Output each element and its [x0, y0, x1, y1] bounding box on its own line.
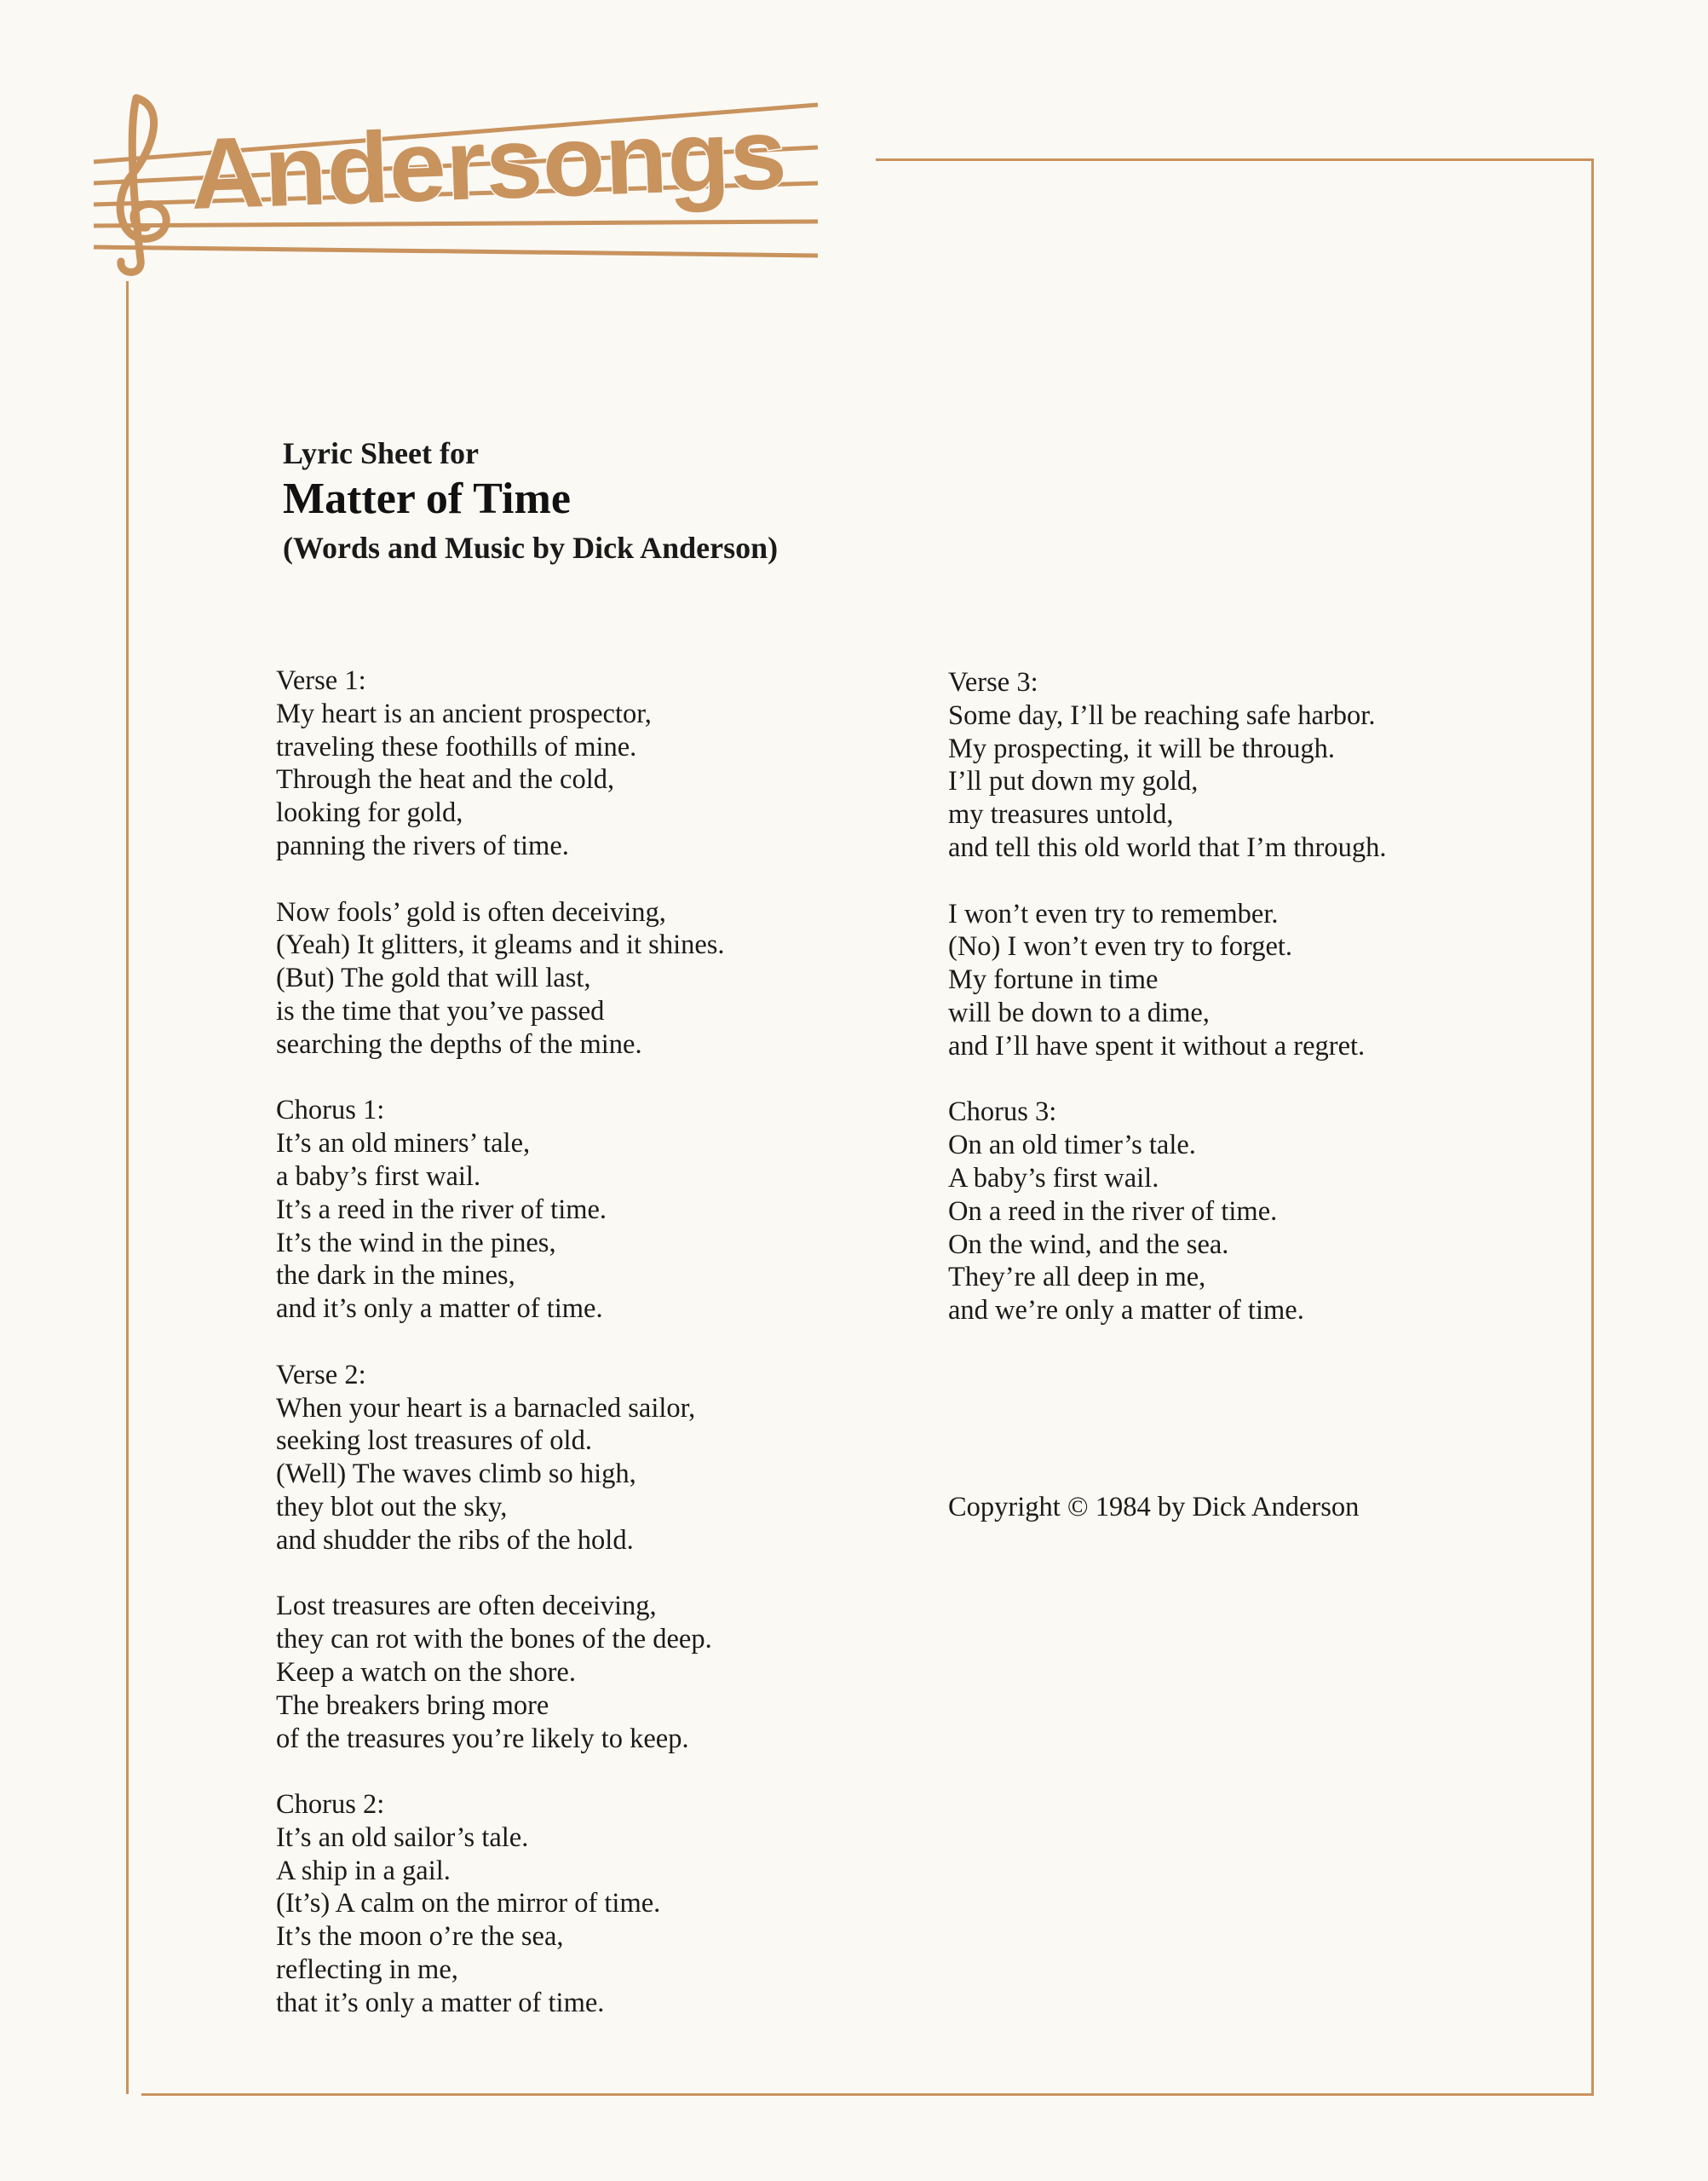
lyric-line: My heart is an ancient prospector,: [276, 698, 652, 729]
lyric-line: the dark in the mines,: [276, 1260, 515, 1292]
stanza-heading: Verse 2:: [276, 1359, 366, 1390]
lyric-line: (It’s) A calm on the mirror of time.: [276, 1888, 661, 1919]
song-title: Matter of Time: [283, 475, 571, 523]
copyright-notice: Copyright © 1984 by Dick Anderson: [948, 1492, 1360, 1522]
lyric-line: My fortune in time: [948, 964, 1159, 996]
lyric-line: and tell this old world that I’m through.: [948, 832, 1387, 863]
lyric-line: On the wind, and the sea.: [948, 1229, 1229, 1260]
lyric-line: It’s a reed in the river of time.: [276, 1194, 607, 1225]
lyric-line: of the treasures you’re likely to keep.: [276, 1723, 689, 1754]
lyric-line: panning the rivers of time.: [276, 830, 569, 861]
lyric-line: is the time that you’ve passed: [276, 995, 605, 1027]
lyric-line: Now fools’ gold is often deceiving,: [276, 896, 666, 928]
stanza-heading: Verse 3:: [948, 667, 1038, 698]
lyric-line: and shudder the ribs of the hold.: [276, 1524, 634, 1556]
lyric-line: Keep a watch on the shore.: [276, 1656, 576, 1688]
lyric-line: It’s an old sailor’s tale.: [276, 1821, 529, 1853]
stanza-chorus-2: [276, 1788, 923, 2020]
sheet-kicker: Lyric Sheet for: [283, 436, 479, 470]
lyric-line: (Yeah) It glitters, it gleams and it shines.: [276, 929, 725, 961]
stanza-verse-1b: [276, 896, 923, 1062]
lyric-line: and it’s only a matter of time.: [276, 1293, 603, 1325]
lyric-line: (No) I won’t even try to forget.: [948, 931, 1293, 963]
lyric-line: It’s the wind in the pines,: [276, 1227, 556, 1258]
lyric-line: looking for gold,: [276, 797, 463, 829]
lyric-line: It’s an old miners’ tale,: [276, 1128, 531, 1160]
stanza-heading: Chorus 2:: [276, 1789, 385, 1821]
lyric-line: and we’re only a matter of time.: [948, 1295, 1304, 1326]
lyric-line: (But) The gold that will last,: [276, 963, 591, 994]
lyric-line: Some day, I’ll be reaching safe harbor.: [948, 699, 1376, 731]
stanza-verse-3: [948, 666, 1579, 865]
lyric-line: searching the depths of the mine.: [276, 1028, 642, 1060]
lyric-line: On an old timer’s tale.: [948, 1130, 1196, 1161]
stanza-heading: Chorus 3:: [948, 1096, 1057, 1128]
lyrics-left-column: [276, 665, 923, 2052]
lyric-line: they blot out the sky,: [276, 1491, 508, 1522]
lyric-line: traveling these foothills of mine.: [276, 731, 637, 762]
stanza-heading: Chorus 1:: [276, 1095, 385, 1126]
lyric-line: a baby’s first wail.: [276, 1160, 481, 1192]
stanza-verse-2b: [276, 1590, 923, 1755]
lyric-line: and I’ll have spent it without a regret.: [948, 1030, 1366, 1062]
lyric-line: When your heart is a barnacled sailor,: [276, 1392, 696, 1424]
lyric-line: They’re all deep in me,: [948, 1262, 1206, 1293]
stanza-chorus-1: [276, 1094, 923, 1326]
stanza-heading: Verse 1:: [276, 665, 366, 696]
lyric-line: will be down to a dime,: [948, 997, 1210, 1028]
lyrics-right-column: [948, 666, 1579, 1361]
sheet-header: [283, 434, 964, 569]
lyric-line: (Well) The waves climb so high,: [276, 1459, 636, 1490]
stanza-chorus-3: [948, 1096, 1579, 1327]
lyric-line: I won’t even try to remember.: [948, 898, 1279, 929]
lyric-line: reflecting in me,: [276, 1954, 458, 1986]
lyric-line: my treasures untold,: [948, 799, 1174, 831]
lyric-line: I’ll put down my gold,: [948, 766, 1199, 797]
frame-bottom-rule: [141, 2093, 1594, 2096]
lyric-line: A ship in a gail.: [276, 1855, 451, 1886]
frame-left-rule: [126, 281, 129, 2094]
lyric-line: My prospecting, it will be through.: [948, 733, 1336, 764]
stanza-verse-3b: [948, 898, 1579, 1063]
song-credit: (Words and Music by Dick Anderson): [283, 531, 779, 565]
lyric-line: Through the heat and the cold,: [276, 764, 615, 796]
andersongs-logo: [85, 81, 835, 277]
frame-right-rule: [1591, 158, 1594, 2094]
lyric-line: On a reed in the river of time.: [948, 1195, 1278, 1227]
lyric-line: they can rot with the bones of the deep.: [276, 1624, 712, 1655]
stanza-verse-1: [276, 665, 923, 863]
brand-name: Andersongs: [188, 98, 779, 231]
lyric-line: Lost treasures are often deceiving,: [276, 1591, 657, 1622]
lyric-line: The breakers bring more: [276, 1689, 549, 1721]
stanza-verse-2: [276, 1359, 923, 1557]
frame-top-rule: [876, 158, 1593, 161]
lyric-line: seeking lost treasures of old.: [276, 1425, 592, 1457]
lyric-line: that it’s only a matter of time.: [276, 1987, 605, 2018]
lyric-line: A baby’s first wail.: [948, 1162, 1159, 1194]
lyric-line: It’s the moon o’re the sea,: [276, 1921, 564, 1953]
